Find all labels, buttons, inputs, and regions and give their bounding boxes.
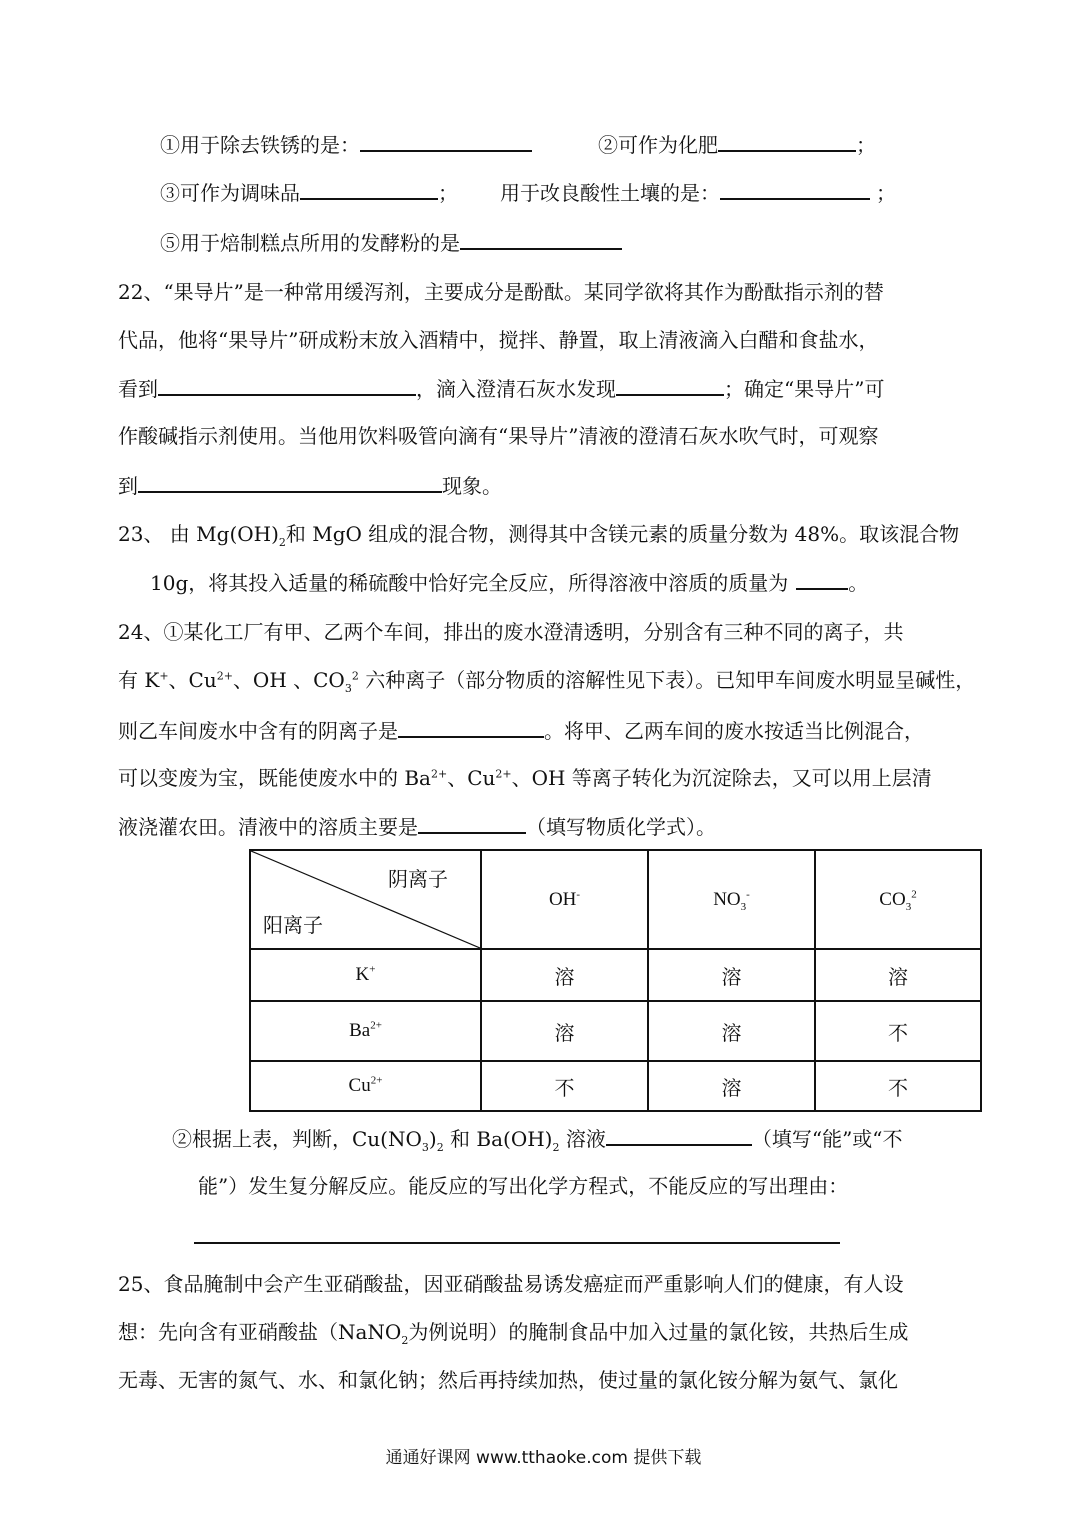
table-cell: 溶	[648, 1001, 815, 1061]
q21-item-5: ⑤用于焙制糕点所用的发酵粉的是	[160, 231, 460, 255]
q22-blank-2[interactable]	[616, 374, 724, 396]
q22-line-1: 22、“果导片”是一种常用缓泻剂，主要成分是酚酞。某同学欲将其作为酚酞指示剂的替	[118, 280, 884, 304]
q22-line-3: 看到 ，滴入澄清石灰水发现 ；确定“果导片”可	[118, 374, 884, 403]
q24-blank-2[interactable]	[418, 812, 526, 834]
q24-line-4: 可以变废为宝，既能使废水中的 $Ba^{2+}$、$Cu^{2+}$、OH 等离子转化为沉淀除去，又可以用上层清	[118, 766, 932, 790]
q23-blank-1[interactable]	[796, 568, 848, 590]
q24-part2-line-1: ②根据上表，判断，$Cu(NO_3)_2$ 和 $Ba(OH)_2$ 溶液 （填写“能”或“不	[172, 1124, 903, 1153]
table-row	[250, 1061, 981, 1111]
q21-line-2b: 用于改良酸性土壤的是： ；	[500, 178, 896, 207]
q21-item-1: ①用于除去铁锈的是：	[160, 133, 360, 157]
cation-header: 阳离子	[263, 913, 323, 937]
table-row	[250, 1001, 981, 1061]
q21-item-2: ②可作为化肥	[598, 133, 718, 157]
solubility-table	[249, 849, 982, 1112]
table-cell: 溶	[481, 949, 648, 1001]
q21-line-2: ③可作为调味品 ；	[160, 178, 458, 207]
anion-oh: OH-	[481, 850, 648, 949]
cation-cu: $Cu^{2+}$	[250, 1061, 481, 1111]
page-footer: 通通好课网 www.tthaoke.com 提供下载	[385, 1448, 702, 1468]
table-row	[250, 949, 981, 1001]
q21-blank-4[interactable]	[720, 178, 870, 200]
anion-no3: $NO_3^-$	[648, 850, 815, 949]
q21-blank-2[interactable]	[718, 130, 856, 152]
q22-blank-1[interactable]	[158, 374, 416, 396]
q24-line-1: 24、①某化工厂有甲、乙两个车间，排出的废水澄清透明，分别含有三种不同的离子，共	[118, 620, 904, 644]
q21-blank-1[interactable]	[360, 130, 532, 152]
anion-co3: $CO_3^2$	[815, 850, 981, 949]
q24-line-3: 则乙车间废水中含有的阴离子是 。将甲、乙两车间的废水按适当比例混合，	[118, 716, 924, 745]
table-cell: 溶	[648, 1061, 815, 1111]
q21-blank-5[interactable]	[460, 228, 622, 250]
table-cell: 不	[815, 1061, 981, 1111]
q25-line-1: 25、食品腌制中会产生亚硝酸盐，因亚硝酸盐易诱发癌症而严重影响人们的健康，有人设	[118, 1272, 904, 1296]
cation-k: K+	[250, 949, 481, 1001]
table-header-row	[250, 850, 981, 949]
q22-blank-3[interactable]	[138, 471, 442, 493]
q24-line-5: 液浇灌农田。清液中的溶质主要是 （填写物质化学式）。	[118, 812, 716, 841]
q24-line-2: 有 K+、$Cu^{2+}$、OH 、$CO_3^2$ 六种离子（部分物质的溶解性见下表）。已知甲车间废水明显呈碱性，	[118, 668, 976, 695]
q23-line-2: 10g，将其投入适量的稀硫酸中恰好完全反应，所得溶液中溶质的质量为 。	[150, 568, 868, 597]
q22-line-2: 代品，他将“果导片”研成粉末放入酒精中，搅拌、静置，取上清液滴入白醋和食盐水，	[118, 328, 879, 352]
table-cell: 溶	[648, 949, 815, 1001]
q24-blank-3[interactable]	[606, 1124, 752, 1146]
table-corner-cell	[250, 850, 481, 949]
table-cell: 溶	[481, 1001, 648, 1061]
q21-line-1b: ②可作为化肥 ；	[598, 130, 876, 159]
cation-ba: $Ba^{2+}$	[250, 1001, 481, 1061]
q24-blank-1[interactable]	[398, 716, 544, 738]
q24-answer-line[interactable]	[194, 1242, 840, 1244]
q22-line-5: 到 现象。	[118, 471, 502, 500]
q25-line-2: 想：先向含有亚硝酸盐（NaNO$_2$为例说明）的腌制食品中加入过量的氯化铵，共热后生成	[118, 1320, 909, 1347]
q25-line-3: 无毒、无害的氮气、水、和氯化钠；然后再持续加热，使过量的氯化铵分解为氨气、氯化	[118, 1368, 898, 1392]
anion-header: 阴离子	[388, 867, 448, 891]
q24-part2-line-2: 能”）发生复分解反应。能反应的写出化学方程式，不能反应的写出理由：	[198, 1174, 849, 1198]
table-cell: 不	[481, 1061, 648, 1111]
q21-item-3: ③可作为调味品	[160, 181, 300, 205]
q21-line-1	[160, 130, 532, 159]
q21-line-3	[160, 228, 622, 257]
table-cell: 不	[815, 1001, 981, 1061]
table-cell: 溶	[815, 949, 981, 1001]
q21-blank-3[interactable]	[300, 178, 438, 200]
q22-line-4: 作酸碱指示剂使用。当他用饮料吸管向滴有“果导片”清液的澄清石灰水吹气时，可观察	[118, 424, 879, 448]
q21-item-4: 用于改良酸性土壤的是：	[500, 181, 720, 205]
q23-line-1: 23、 由 $Mg(OH)_2$和 MgO 组成的混合物，测得其中含镁元素的质量分数为 48%。取该混合物	[118, 522, 960, 549]
